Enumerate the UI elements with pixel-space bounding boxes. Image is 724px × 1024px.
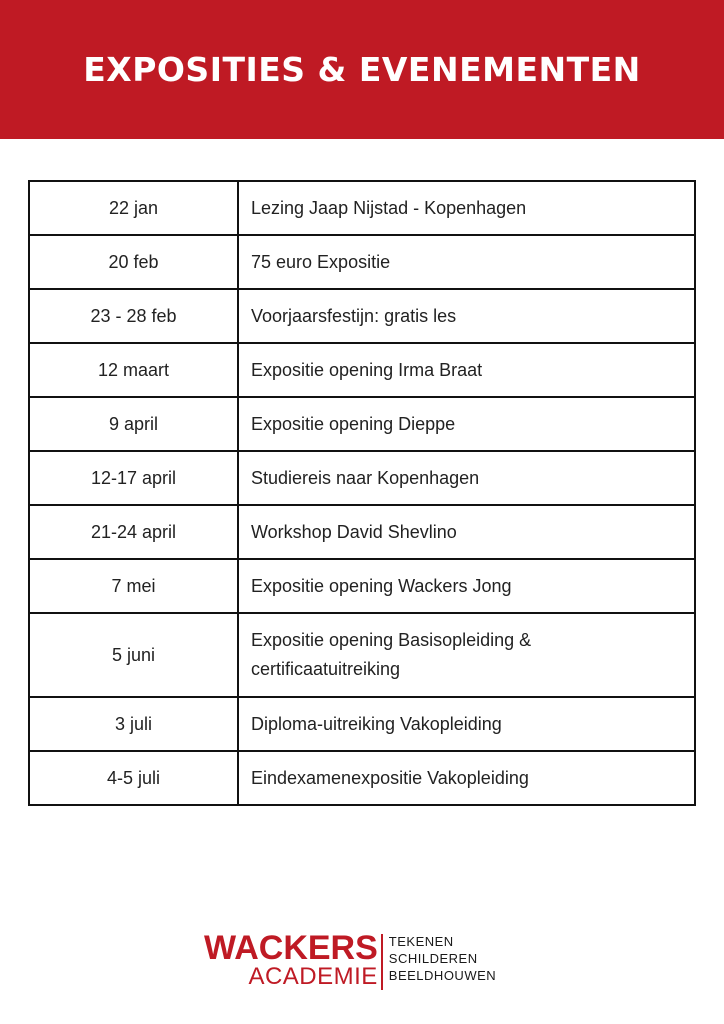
event-date: 20 feb: [29, 235, 238, 289]
table-row: [29, 343, 695, 397]
table-row: [29, 235, 695, 289]
table-row: [29, 613, 695, 697]
table-row: [29, 505, 695, 559]
table-row: [29, 697, 695, 751]
logo-taglines: [389, 933, 496, 984]
logo-wordmark: [204, 929, 378, 990]
event-date: 3 juli: [29, 697, 238, 751]
table-row: [29, 751, 695, 805]
table-row: [29, 181, 695, 235]
logo-sub: ACADEMIE: [248, 963, 378, 990]
events-table: [28, 180, 696, 806]
logo-tagline: BEELDHOUWEN: [388, 968, 497, 983]
event-description: Expositie opening Irma Braat: [238, 343, 695, 397]
table-row: [29, 289, 695, 343]
event-date: 22 jan: [29, 181, 238, 235]
logo-tagline: TEKENEN: [388, 934, 454, 949]
wackers-academie-logo: [204, 929, 497, 992]
event-date: 4-5 juli: [29, 751, 238, 805]
event-description: Expositie opening Dieppe: [238, 397, 695, 451]
event-description: Lezing Jaap Nijstad - Kopenhagen: [238, 181, 695, 235]
event-date: 23 - 28 feb: [29, 289, 238, 343]
event-description: Diploma-uitreiking Vakopleiding: [238, 697, 695, 751]
event-description: Expositie opening Basisopleiding & certificaatuitreiking: [238, 613, 695, 697]
event-description: Expositie opening Wackers Jong: [238, 559, 695, 613]
logo-divider: [381, 934, 383, 990]
table-row: [29, 559, 695, 613]
table-row: [29, 451, 695, 505]
event-date: 12-17 april: [29, 451, 238, 505]
event-description: Eindexamenexpositie Vakopleiding: [238, 751, 695, 805]
event-description: 75 euro Expositie: [238, 235, 695, 289]
event-date: 12 maart: [29, 343, 238, 397]
event-description: Studiereis naar Kopenhagen: [238, 451, 695, 505]
logo-tagline: SCHILDEREN: [388, 951, 478, 966]
table-row: [29, 397, 695, 451]
page-title: EXPOSITIES & EVENEMENTEN: [83, 50, 641, 89]
logo-brand: WACKERS: [204, 929, 378, 967]
header-banner: [0, 0, 724, 139]
event-description: Workshop David Shevlino: [238, 505, 695, 559]
event-date: 5 juni: [29, 613, 238, 697]
event-date: 21-24 april: [29, 505, 238, 559]
event-date: 9 april: [29, 397, 238, 451]
event-description: Voorjaarsfestijn: gratis les: [238, 289, 695, 343]
event-date: 7 mei: [29, 559, 238, 613]
